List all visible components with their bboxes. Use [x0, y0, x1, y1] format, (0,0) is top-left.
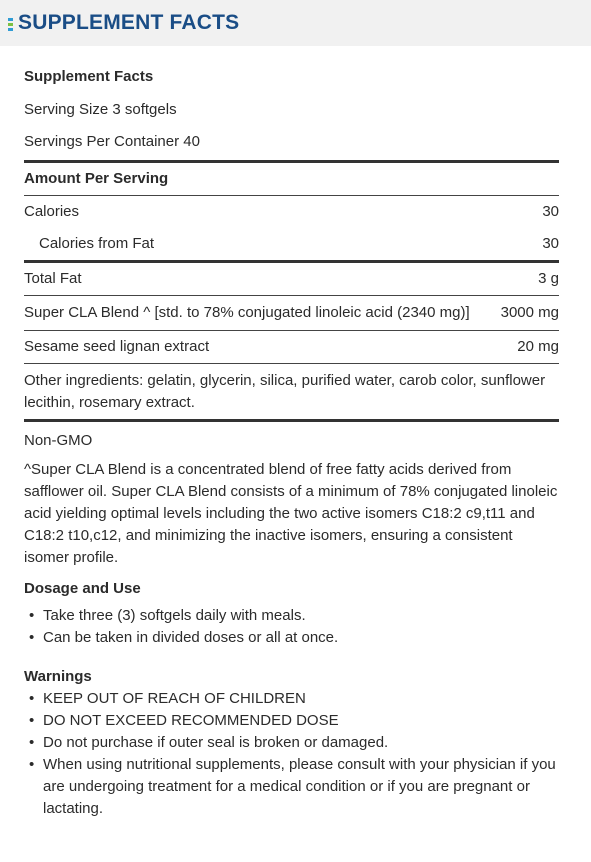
facts-row-calories	[24, 196, 559, 228]
section-header	[0, 0, 591, 46]
nutrient-value: 30	[542, 235, 559, 252]
non-gmo-label: Non-GMO	[24, 432, 93, 449]
supplement-facts-table	[24, 64, 559, 422]
nutrient-name: Calories	[24, 203, 80, 220]
bar-top	[8, 18, 13, 21]
facts-row-total-fat	[24, 263, 559, 296]
nutrient-name: Super CLA Blend ^ [std. to 78% conjugated linoleic acid (2340 mg)]	[24, 304, 470, 321]
list-item: • Take three (3) softgels daily with meals.	[24, 605, 559, 627]
section-bars-icon	[8, 18, 13, 31]
list-item: • Do not purchase if outer seal is broken or damaged.	[24, 732, 559, 754]
bar-bottom	[8, 28, 13, 31]
nutrient-name: Total Fat	[24, 270, 82, 287]
facts-title: Supplement Facts	[24, 68, 154, 85]
section-title: SUPPLEMENT FACTS	[18, 11, 240, 34]
warnings-heading: Warnings	[24, 668, 92, 685]
list-item: • When using nutritional supplements, please consult with your physician if you are undergoing treatment for a medical condition or if you are pregnant or lactating.	[24, 754, 559, 820]
facts-row-super-cla-blend	[24, 296, 559, 331]
notes	[24, 422, 559, 820]
servings-per-container: Servings Per Container 40	[24, 126, 559, 163]
nutrient-value: 3000 mg	[500, 304, 559, 321]
nutrient-name: Sesame seed lignan extract	[24, 338, 210, 355]
list-item: • DO NOT EXCEED RECOMMENDED DOSE	[24, 710, 559, 732]
amount-per-serving: Amount Per Serving	[24, 163, 559, 196]
content	[0, 64, 591, 820]
facts-row-sesame-lignan	[24, 331, 559, 364]
list-item: • KEEP OUT OF REACH OF CHILDREN	[24, 688, 559, 710]
warnings-list	[24, 688, 559, 820]
blend-note: ^Super CLA Blend is a concentrated blend of free fatty acids derived from safflower oil. Super CLA Blend consists of a minimum of 78% conjugated linoleic acid yielding optimal levels including the two active isomers C18:2 c9,t11 and C18:2 t10,c12, and minimizing the inactive isomers, ensuring a consistent isomer profile.	[24, 461, 558, 566]
nutrient-value: 20 mg	[517, 338, 559, 355]
nutrient-value: 3 g	[538, 270, 559, 287]
list-item: • Can be taken in divided doses or all at once.	[24, 627, 559, 649]
nutrient-name: Calories from Fat	[39, 235, 155, 252]
bar-middle	[8, 23, 13, 26]
dosage-list	[24, 605, 559, 649]
facts-row-calories-from-fat	[24, 228, 559, 263]
other-ingredients-text: Other ingredients: gelatin, glycerin, silica, purified water, carob color, sunflower lecithin, rosemary extract.	[24, 372, 546, 411]
dosage-heading: Dosage and Use	[24, 580, 141, 597]
serving-size: Serving Size 3 softgels	[24, 101, 177, 118]
other-ingredients	[24, 364, 559, 422]
nutrient-value: 30	[542, 203, 559, 220]
